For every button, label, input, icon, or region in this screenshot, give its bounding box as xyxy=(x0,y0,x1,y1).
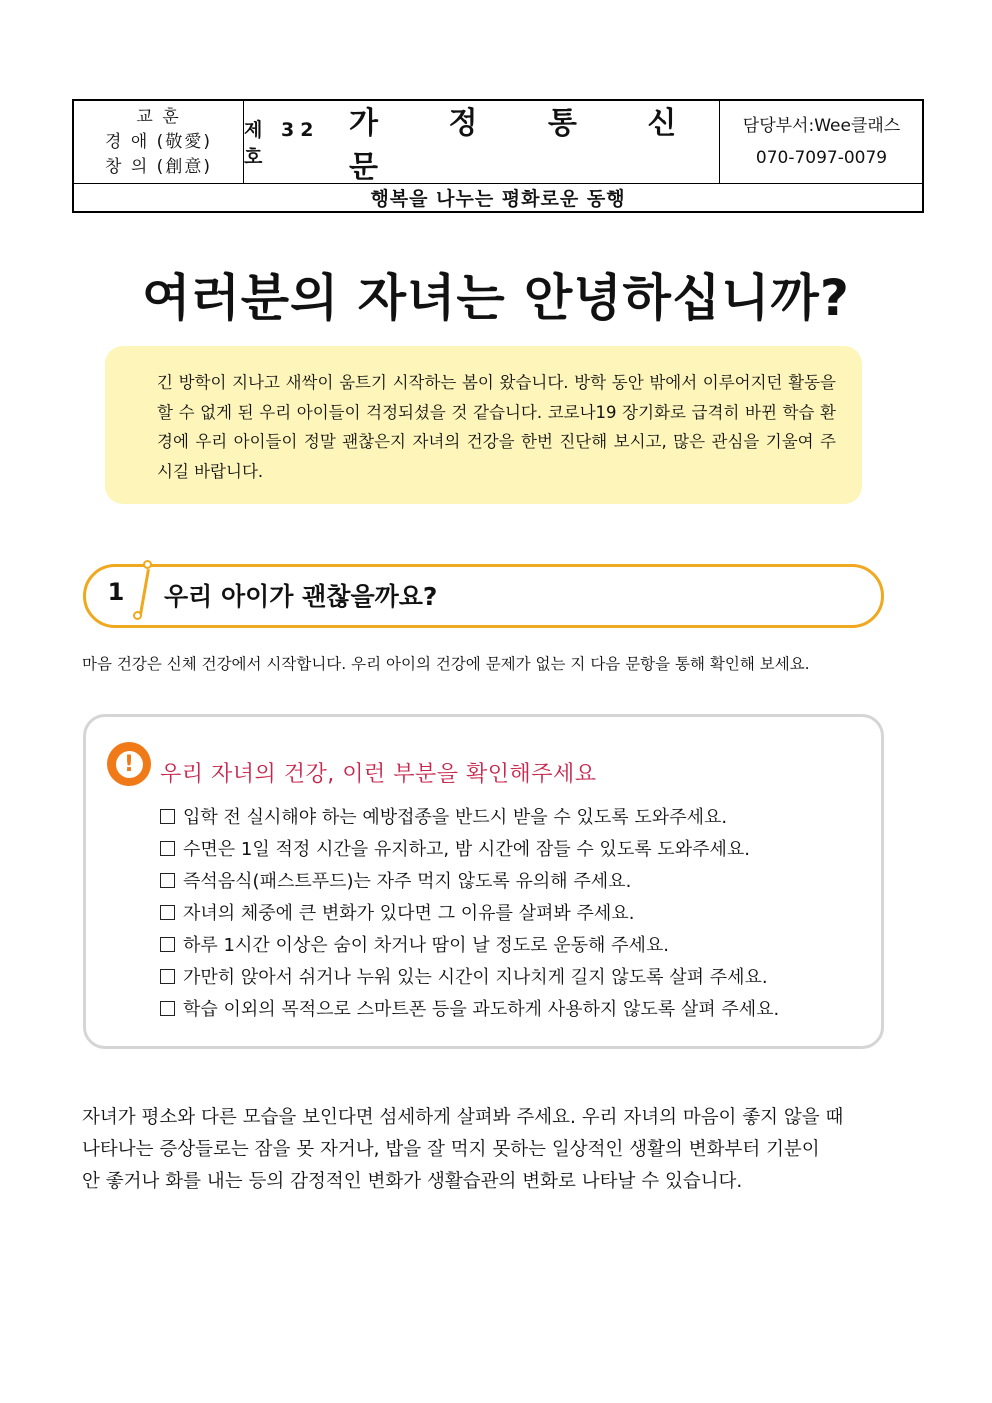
school-motto xyxy=(74,101,244,183)
department-phone: 070-7097-0079 xyxy=(755,148,888,168)
checkbox-icon xyxy=(160,841,175,856)
checkbox-icon xyxy=(160,937,175,952)
closing-line-1: 자녀가 평소와 다른 모습을 보인다면 섬세하게 살펴봐 주세요. 우리 자녀의 마음이 좋지 않을 때 xyxy=(82,1107,844,1128)
checklist-item-text: 수면은 1일 적정 시간을 유지하고, 밤 시간에 잠들 수 있도록 도와주세요. xyxy=(183,839,750,860)
checklist-item-text: 즉석음식(패스트푸드)는 자주 먹지 않도록 유의해 주세요. xyxy=(183,871,632,892)
checkbox-icon xyxy=(160,809,175,824)
checklist-item xyxy=(160,802,779,834)
checklist-item-text: 자녀의 체중에 큰 변화가 있다면 그 이유를 살펴봐 주세요. xyxy=(183,903,635,924)
newsletter-header xyxy=(72,99,924,213)
section-title: 우리 아이가 괜찮을까요? xyxy=(164,582,438,611)
section-lead: 마음 건강은 신체 건강에서 시작합니다. 우리 아이의 건강에 문제가 없는 지 다음 문항을 통해 확인해 보세요. xyxy=(82,655,810,673)
checkbox-icon xyxy=(160,873,175,888)
checklist-item xyxy=(160,930,779,962)
checklist-item xyxy=(160,834,779,866)
page-title: 여러분의 자녀는 안녕하십니까? xyxy=(142,269,850,327)
slogan: 행복을 나누는 평화로운 동행 xyxy=(370,188,626,210)
intro-box xyxy=(105,346,862,504)
checklist-item-text: 하루 1시간 이상은 숨이 차거나 땀이 날 정도로 운동해 주세요. xyxy=(183,935,669,956)
motto-line-2: 창 의 (創意) xyxy=(105,156,212,177)
checklist-item xyxy=(160,866,779,898)
section-dot-top xyxy=(143,560,152,569)
department-name: 담당부서:Wee클래스 xyxy=(742,116,901,136)
section-dot-bottom xyxy=(133,611,142,620)
checklist-item-text: 학습 이외의 목적으로 스마트폰 등을 과도하게 사용하지 않도록 살펴 주세요. xyxy=(183,999,780,1020)
header-top-row xyxy=(74,101,922,184)
closing-paragraph xyxy=(82,1102,902,1198)
checklist-item xyxy=(160,898,779,930)
checklist-item xyxy=(160,994,779,1026)
issue-cell xyxy=(244,101,719,183)
checklist-item-text: 입학 전 실시해야 하는 예방접종을 반드시 받을 수 있도록 도와주세요. xyxy=(183,807,728,828)
intro-text: 긴 방학이 지나고 새싹이 움트기 시작하는 봄이 왔습니다. 방학 동안 밖에서 이루어지던 활동을 할 수 없게 된 우리 아이들이 걱정되셨을 것 같습니다. 코로나19 장기화로 급격히 바뀐 학습 환경에 우리 아이들이 정말 괜찮은지 자녀의 건강을 한번 진단해 보시고, 많은 관심을 기울여 주시길 바랍니다. xyxy=(157,373,836,481)
checkbox-icon xyxy=(160,969,175,984)
checklist-item xyxy=(160,962,779,994)
issue-number: 제 32 호 xyxy=(244,119,320,168)
exclamation-mark: ! xyxy=(116,751,143,778)
checklist xyxy=(160,802,779,1026)
motto-title: 교 훈 xyxy=(136,106,181,127)
checklist-item-text: 가만히 앉아서 쉬거나 누워 있는 시간이 지나치게 길지 않도록 살펴 주세요. xyxy=(183,967,768,988)
section-number: 1 xyxy=(107,578,125,606)
closing-line-2: 나타나는 증상들로는 잠을 못 자거나, 밥을 잘 먹지 못하는 일상적인 생활의 변화부터 기분이 xyxy=(82,1139,820,1160)
motto-line-1: 경 애 (敬愛) xyxy=(105,131,212,152)
exclamation-circle-icon xyxy=(107,742,151,786)
checklist-heading: 우리 자녀의 건강, 이런 부분을 확인해주세요 xyxy=(160,762,597,787)
closing-line-3: 안 좋거나 화를 내는 등의 감정적인 변화가 생활습관의 변화로 나타날 수 있습니다. xyxy=(82,1171,743,1192)
checkbox-icon xyxy=(160,1001,175,1016)
checkbox-icon xyxy=(160,905,175,920)
department-cell xyxy=(719,101,923,183)
newsletter-title: 가 정 통 신 문 xyxy=(349,106,707,185)
